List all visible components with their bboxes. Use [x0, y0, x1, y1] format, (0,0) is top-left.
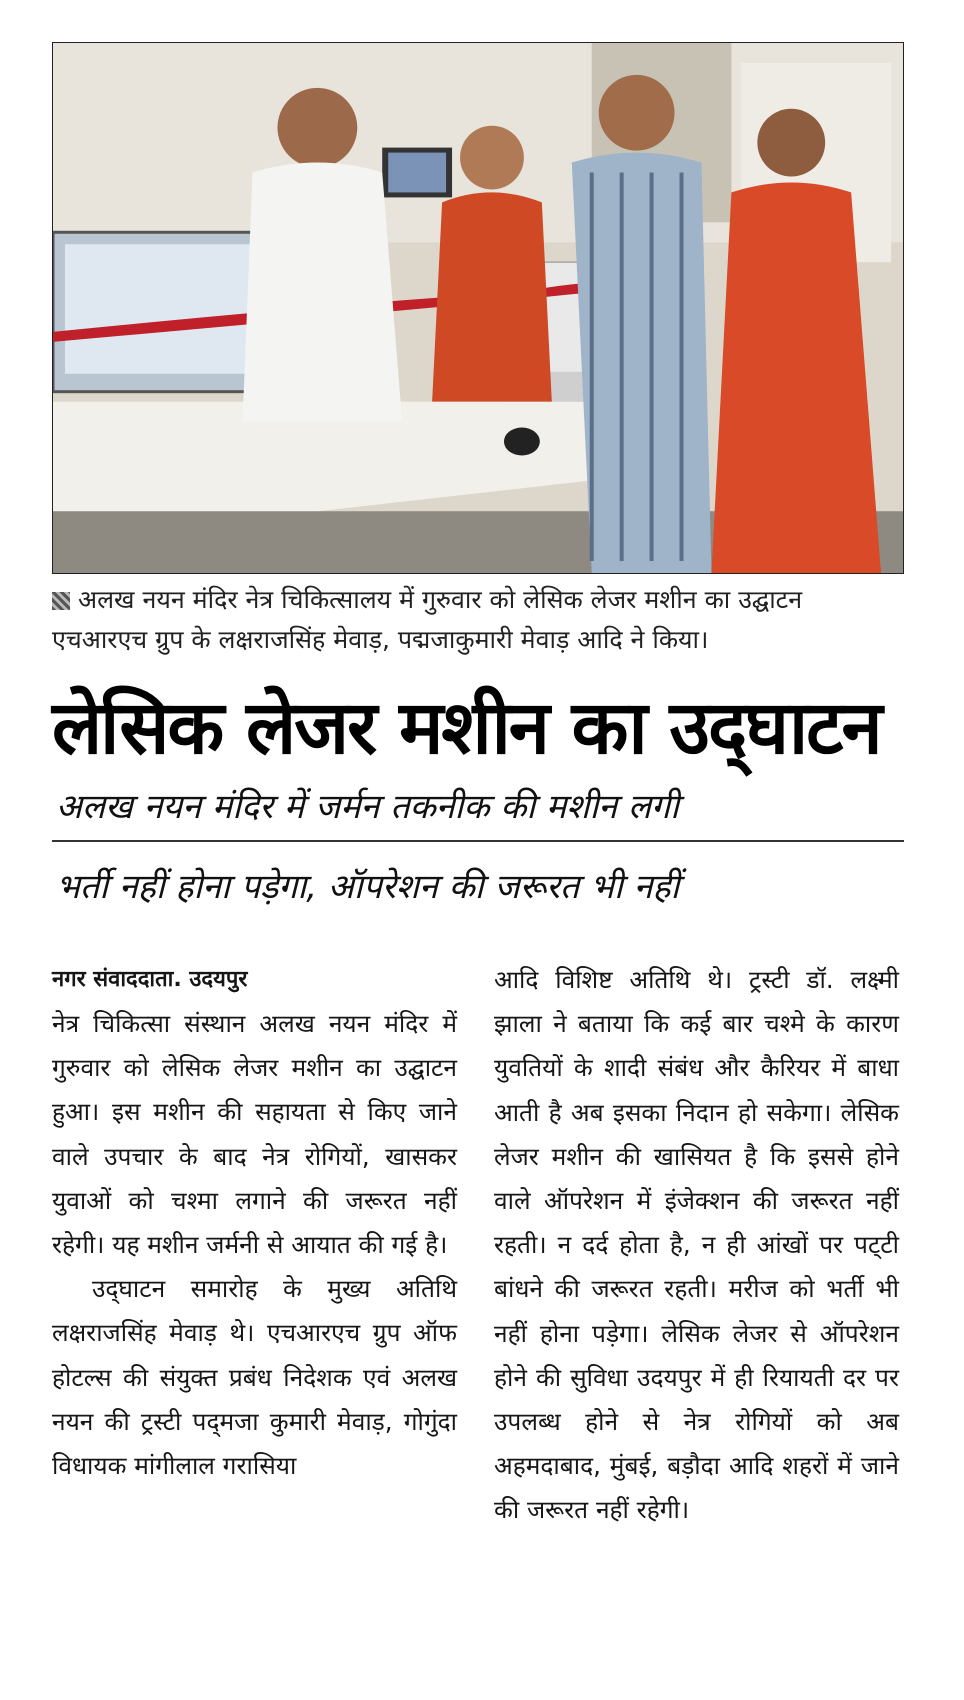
headline: लेसिक लेजर मशीन का उद्‌घाटन: [52, 685, 881, 771]
caption-bullet-icon: [52, 592, 70, 610]
subheadline: अलख नयन मंदिर में जर्मन तकनीक की मशीन लगी: [56, 787, 679, 827]
photo-caption: [52, 580, 904, 660]
article-paragraph-2-continued: आदि विशिष्ट अतिथि थे। ट्रस्टी डॉ. लक्ष्मी झाला ने बताया कि कई बार चश्मे के कारण युवतियों के शादी संबंध और कैरियर में बाधा आती है अब इसका निदान हो सकेगा। लेसिक लेजर मशीन की खासियत है कि इससे होने वाले ऑपरेशन में इंजेक्शन की जरूरत नहीं रहती। न दर्द होता है, न ही आंखों पर पट्‌टी बांधने की जरूरत रहती। मरीज को भर्ती भी नहीं होना पड़ेगा। लेसिक लेजर से ऑपरेशन होने की सुविधा उदयपुर में ही रियायती दर पर उपलब्ध होने से नेत्र रोगियों को अब अहमदाबाद, मुंबई, बड़ौदा आदि शहरों में जाने की जरूरत नहीं रहेगी।: [494, 965, 899, 1525]
article-column-left: [52, 958, 457, 1488]
dateline: नगर संवाददाता. उदयपुर: [52, 967, 248, 992]
article-paragraph-1: नेत्र चिकित्सा संस्थान अलख नयन मंदिर में गुरुवार को लेसिक लेजर मशीन का उद्घाटन हुआ। इस मशीन की सहायता से किए जाने वाले उपचार के बाद नेत्र रोगियों, खासकर युवाओं को चश्मा लगाने की जरूरत नहीं रहेगी। यह मशीन जर्मनी से आयात की गई है।: [52, 1009, 457, 1260]
divider: [52, 840, 904, 842]
news-photo: [52, 42, 904, 574]
secondary-subheadline: भर्ती नहीं होना पड़ेगा, ऑपरेशन की जरूरत भी नहीं: [56, 867, 680, 907]
caption-text: अलख नयन मंदिर नेत्र चिकित्सालय में गुरुवार को लेसिक लेजर मशीन का उद्घाटन एचआरएच ग्रुप के लक्षराजसिंह मेवाड़, पद्मजाकुमारी मेवाड़ आदि ने किया।: [52, 585, 803, 654]
article-paragraph-2: उद्‌घाटन समारोह के मुख्य अतिथि लक्षराजसिंह मेवाड़ थे। एचआरएच ग्रुप ऑफ होटल्स की संयुक्त प्रबंध निदेशक एवं अलख नयन की ट्रस्टी पद्‌मजा कुमारी मेवाड़, गोगुंदा विधायक मांगीलाल गरासिया: [52, 1274, 457, 1481]
photo-illustration: [53, 43, 903, 573]
article-column-right: [494, 958, 899, 1533]
